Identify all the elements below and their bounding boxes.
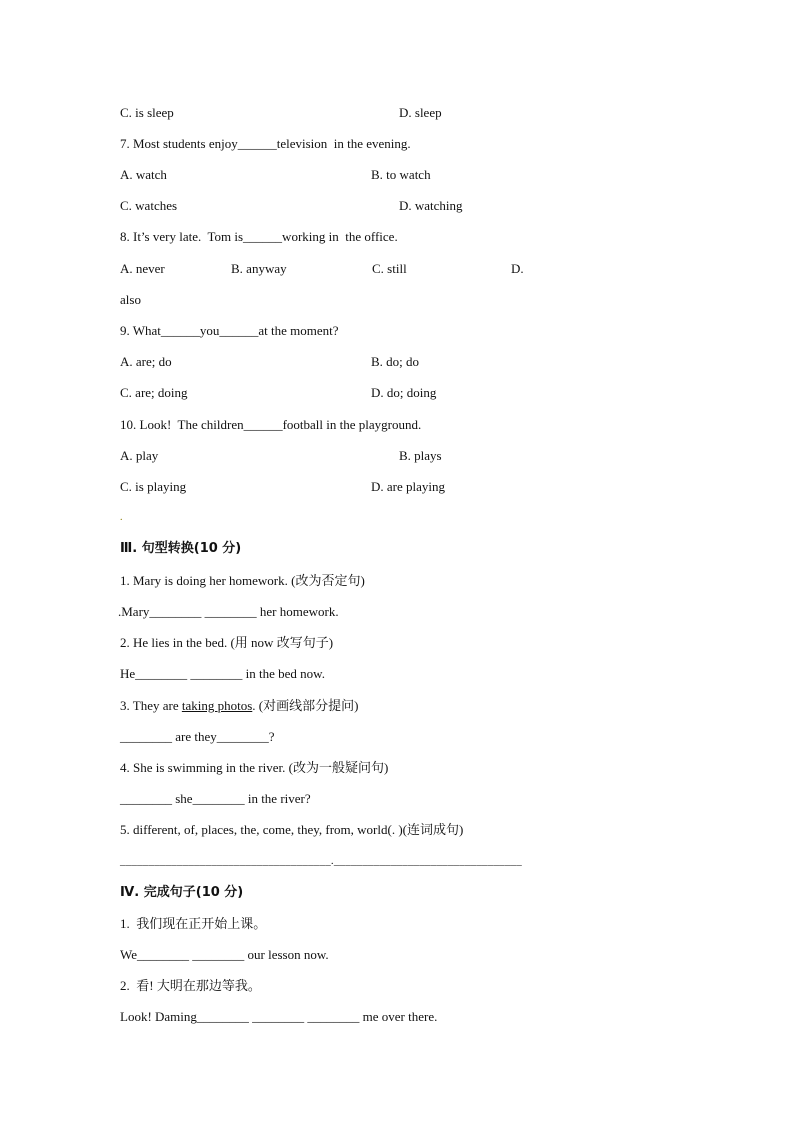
transform-2: 2. He lies in the bed. (用 now 改写句子) <box>120 635 334 650</box>
option-8b: B. anyway <box>231 261 287 276</box>
complete-2-answer: Look! Daming________ ________ ________ me over there. <box>120 1009 438 1024</box>
option-7d: D. watching <box>399 198 463 213</box>
option-9b: B. do; do <box>371 354 420 369</box>
transform-3-underlined: taking photos <box>181 698 253 713</box>
option-9d: D. do; doing <box>371 385 437 400</box>
stray-dot: . <box>120 512 123 523</box>
option-10c: C. is playing <box>120 479 187 494</box>
complete-1: 1. 我们现在正开始上课。 <box>120 916 267 931</box>
transform-3-answer: ________ are they________? <box>120 729 275 744</box>
transform-2-answer: He________ ________ in the bed now. <box>120 666 325 681</box>
section-3-heading: Ⅲ. 句型转换(10 分) <box>120 541 242 556</box>
complete-2: 2. 看! 大明在那边等我。 <box>120 978 261 993</box>
option-10b: B. plays <box>399 448 442 463</box>
transform-4-answer: ________ she________ in the river? <box>120 791 311 806</box>
transform-5: 5. different, of, places, the, come, they, from, world(. )(连词成句) <box>120 822 464 837</box>
option-7c: C. watches <box>120 198 178 213</box>
option-8d-text: also <box>120 292 141 307</box>
transform-1: 1. Mary is doing her homework. (改为否定句) <box>120 573 365 588</box>
transform-1-answer: .Mary________ ________ her homework. <box>118 604 339 619</box>
question-7: 7. Most students enjoy______television in the evening. <box>120 136 411 151</box>
option-9a: A. are; do <box>120 354 172 369</box>
option-9c: C. are; doing <box>120 385 188 400</box>
option-6c: C. is sleep <box>120 105 174 120</box>
option-8c: C. still <box>372 261 407 276</box>
option-10a: A. play <box>120 448 159 463</box>
transform-3 <box>120 698 358 714</box>
transform-3-prefix: 3. They are <box>120 698 182 713</box>
question-10: 10. Look! The children______football in the playground. <box>120 417 422 432</box>
question-8: 8. It’s very late. Tom is______working in the office. <box>120 229 398 244</box>
transform-5-answer: _____________________________________._________________________________ <box>120 855 522 867</box>
transform-3-suffix: . (对画线部分提问) <box>252 698 359 713</box>
option-10d: D. are playing <box>371 479 446 494</box>
section-4-heading: Ⅳ. 完成句子(10 分) <box>120 885 244 900</box>
option-8d: D. <box>511 261 524 276</box>
question-9: 9. What______you______at the moment? <box>120 323 339 338</box>
option-7b: B. to watch <box>371 167 431 182</box>
option-7a: A. watch <box>120 167 167 182</box>
option-6d: D. sleep <box>399 105 442 120</box>
option-8a: A. never <box>120 261 165 276</box>
transform-4: 4. She is swimming in the river. (改为一般疑问句) <box>120 760 389 775</box>
complete-1-answer: We________ ________ our lesson now. <box>120 947 329 962</box>
